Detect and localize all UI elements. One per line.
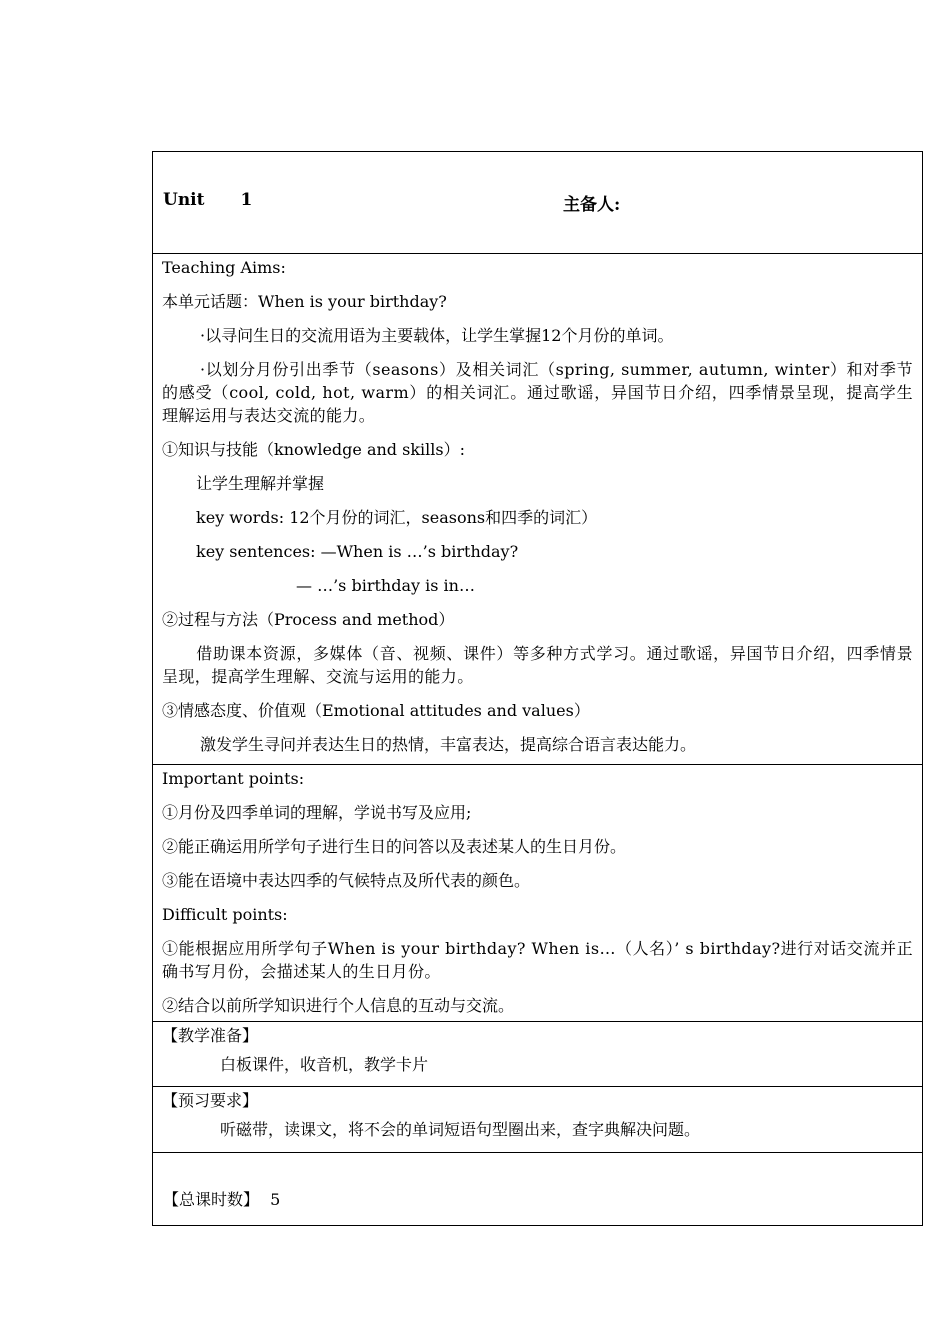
aims-bullet-2-text: ·以划分月份引出季节（seasons）及相关词汇（spring, summer, autumn, winter）和对季节的感受（cool, cold, hot, warm）的相关词汇。通过歌谣，异国节日介绍，四季情景呈现，提高学生理解运用与表达交流的能力。 bbox=[162, 360, 913, 425]
lesson-plan-table bbox=[152, 151, 923, 1226]
hours-label: 【总课时数】 bbox=[163, 1190, 260, 1209]
preview-text: 听磁带，读课文，将不会的单词短语句型圈出来，查字典解决问题。 bbox=[220, 1120, 701, 1139]
unit-label: Unit bbox=[163, 190, 205, 210]
unit-number: 1 bbox=[240, 190, 253, 210]
prep-title: 【教学准备】 bbox=[162, 1026, 259, 1045]
preview-title: 【预习要求】 bbox=[162, 1091, 259, 1110]
key-words: key words: 12个月份的词汇，seasons和四季的词汇） bbox=[196, 508, 598, 527]
important-title: Important points: bbox=[162, 769, 305, 788]
knowledge-title: ①知识与技能（knowledge and skills）: bbox=[162, 440, 465, 459]
process-text-content: 借助课本资源，多媒体（音、视频、课件）等多种方式学习。通过歌谣，异国节日介绍，四季情景呈现，提高学生理解、交流与运用的能力。 bbox=[162, 644, 913, 686]
important-point-1: ①月份及四季单词的理解，学说书写及应用; bbox=[162, 803, 472, 822]
teaching-aims-section bbox=[153, 253, 922, 764]
hours-value: 5 bbox=[270, 1190, 281, 1209]
header-row bbox=[153, 152, 922, 253]
key-sentences-2: — …’s birthday is in… bbox=[296, 576, 475, 595]
process-text bbox=[162, 642, 913, 688]
emotion-title: ③情感态度、价值观（Emotional attitudes and values） bbox=[162, 701, 590, 720]
owner-label: 主备人: bbox=[563, 195, 621, 215]
aims-bullet-2 bbox=[162, 358, 913, 427]
preview-section bbox=[153, 1086, 922, 1152]
process-title: ②过程与方法（Process and method） bbox=[162, 610, 455, 629]
difficult-title: Difficult points: bbox=[162, 905, 288, 924]
difficult-point-1: ①能根据应用所学句子When is your birthday? When is…（人名）’ s birthday?进行对话交流并正确书写月份，会描述某人的生日月份。 bbox=[162, 939, 913, 981]
key-sentences-1: key sentences: —When is …’s birthday? bbox=[196, 542, 519, 561]
aims-topic: 本单元话题：When is your birthday? bbox=[162, 292, 447, 311]
knowledge-intro: 让学生理解并掌握 bbox=[196, 474, 325, 493]
total-hours-section bbox=[153, 1152, 922, 1225]
important-point-2: ②能正确运用所学句子进行生日的问答以及表述某人的生日月份。 bbox=[162, 837, 627, 856]
aims-bullet-1: ·以寻问生日的交流用语为主要载体，让学生掌握12个月份的单词。 bbox=[200, 326, 674, 345]
total-hours bbox=[163, 1187, 280, 1210]
emotion-text: 激发学生寻问并表达生日的热情，丰富表达，提高综合语言表达能力。 bbox=[200, 735, 697, 754]
unit-heading bbox=[163, 190, 252, 210]
key-points-section bbox=[153, 764, 922, 1021]
teaching-prep-section bbox=[153, 1021, 922, 1086]
prep-text: 白板课件，收音机，教学卡片 bbox=[220, 1055, 429, 1074]
difficult-point-2: ②结合以前所学知识进行个人信息的互动与交流。 bbox=[162, 996, 515, 1015]
aims-title: Teaching Aims: bbox=[162, 258, 286, 277]
important-point-3: ③能在语境中表达四季的气候特点及所代表的颜色。 bbox=[162, 871, 531, 890]
